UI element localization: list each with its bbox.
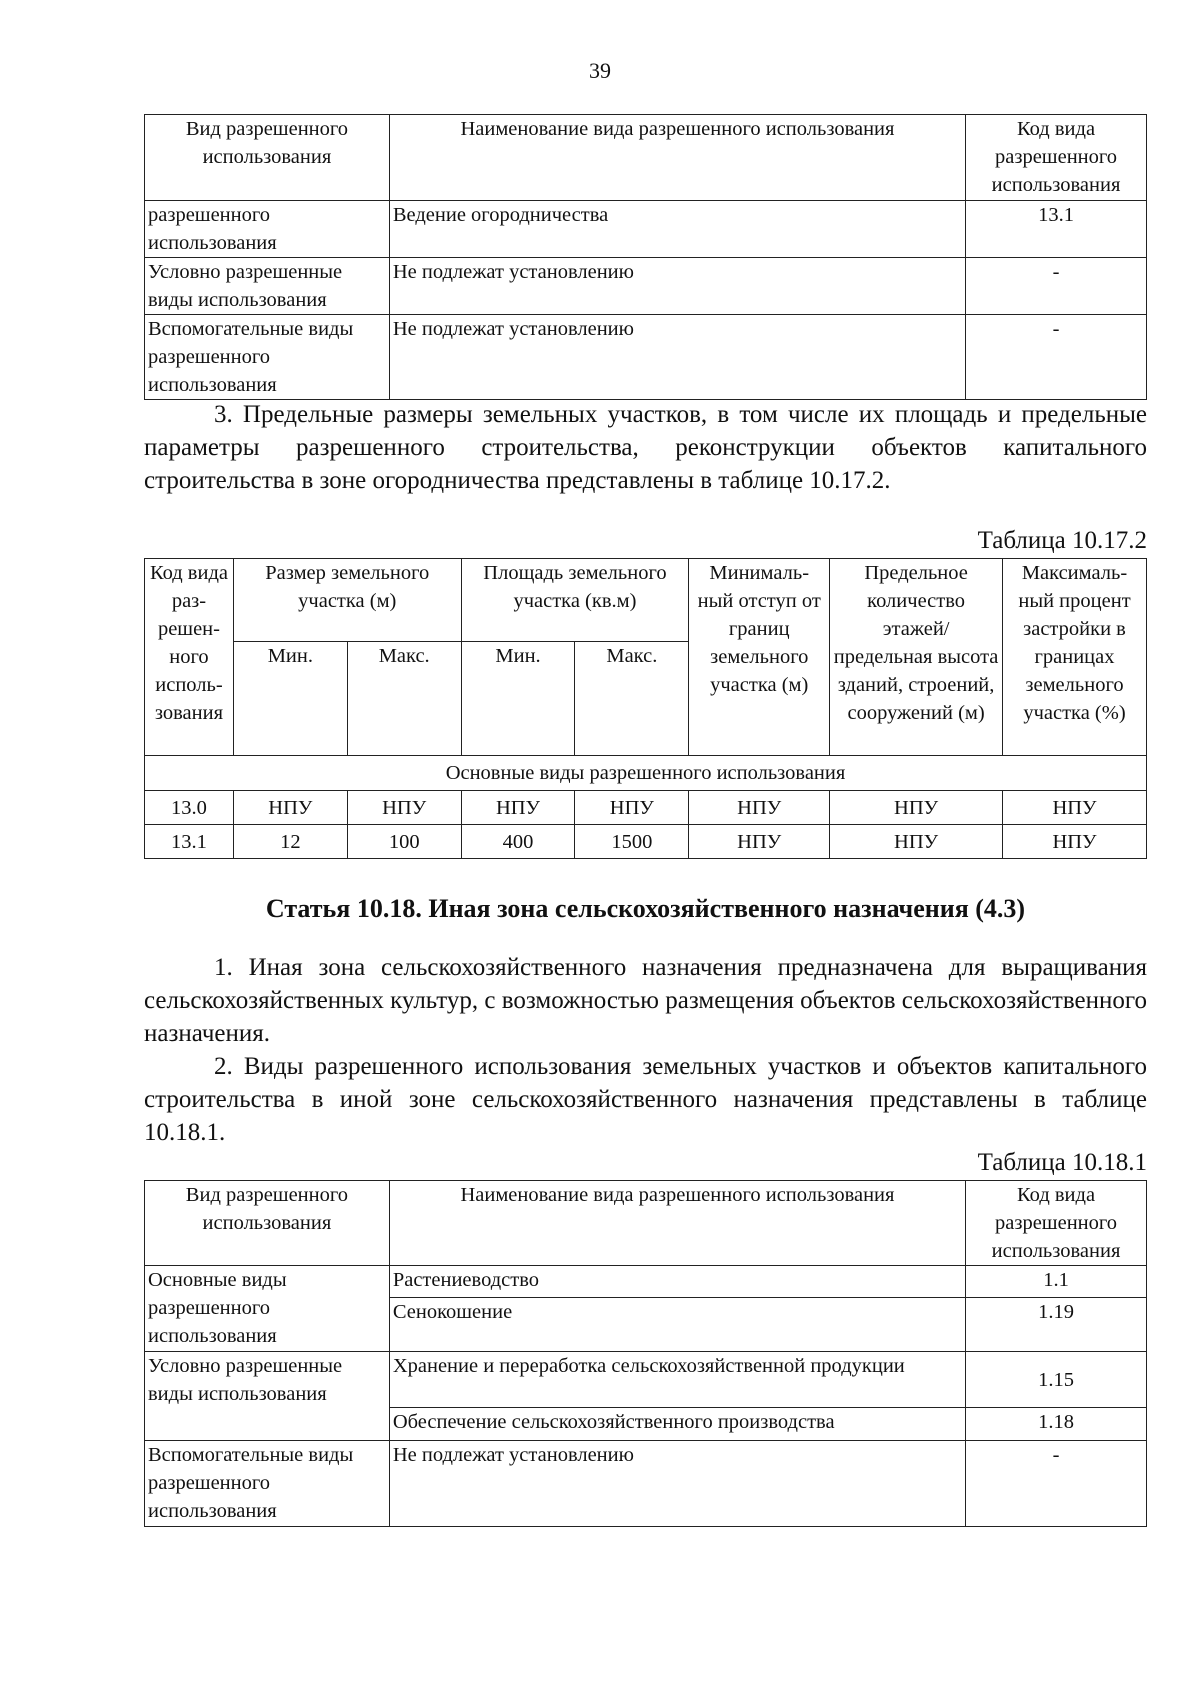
row-name: Сенокошение	[389, 1298, 965, 1352]
row-name: Обеспечение сельскохозяйственного производства	[389, 1408, 965, 1441]
header-name: Наименование вида разрешенного использования	[389, 1181, 965, 1266]
table-section-row	[145, 756, 1147, 791]
paragraph-3	[144, 398, 1147, 497]
cell: 12	[233, 825, 347, 859]
header-plot-area: Площадь земельного участка (кв.м)	[461, 559, 689, 642]
table-row	[145, 1352, 1147, 1408]
row-kind: Вспомогательные виды разрешенного использования	[145, 315, 390, 400]
header-area-min: Мин.	[461, 642, 575, 756]
header-plot-size: Размер земельного участка (м)	[233, 559, 461, 642]
table-row	[145, 791, 1147, 825]
cell: НПУ	[233, 791, 347, 825]
article-heading: Статья 10.18. Иная зона сельскохозяйственного назначения (4.3)	[265, 894, 1026, 923]
row-code: -	[966, 258, 1147, 315]
table-row	[145, 1266, 1147, 1298]
cell: НПУ	[830, 825, 1003, 859]
group-cond: Условно разрешенные виды использования	[145, 1352, 390, 1441]
row-code: 1.18	[966, 1408, 1147, 1441]
table-top	[144, 114, 1147, 400]
cell: НПУ	[830, 791, 1003, 825]
cell: НПУ	[1003, 791, 1147, 825]
row-kind: Условно разрешенные виды использования	[145, 258, 390, 315]
row-code: 1.1	[966, 1266, 1147, 1298]
section-label: Основные виды разрешенного использования	[145, 756, 1147, 791]
row-code: 1.19	[966, 1298, 1147, 1352]
row-name: Растениеводство	[389, 1266, 965, 1298]
table-header-row	[145, 1181, 1147, 1266]
cell: 100	[347, 825, 461, 859]
cell: 13.0	[145, 791, 234, 825]
paragraph-3-text: 3. Предельные размеры земельных участков, в том числе их площадь и предельные параметры разрешенного строительства, реконструкции объектов капитального строительства в зоне огородничества представлены в таблице 10.17.2.	[144, 401, 1147, 494]
header-code: Код вида разрешенного использования	[966, 115, 1147, 201]
row-kind: разрешенного использования	[145, 201, 390, 258]
cell: 13.1	[145, 825, 234, 859]
table-row	[145, 258, 1147, 315]
table-header-row	[145, 115, 1147, 201]
header-code: Код вида раз-решен-ного исполь-зования	[145, 559, 234, 756]
table-10-18-1	[144, 1180, 1147, 1527]
table-caption: Таблица 10.17.2	[977, 527, 1147, 554]
header-size-max: Макс.	[347, 642, 461, 756]
table-header-row	[145, 559, 1147, 642]
header-code: Код вида разрешенного использования	[966, 1181, 1147, 1266]
paragraph-1	[144, 951, 1147, 1050]
header-area-max: Макс.	[575, 642, 689, 756]
cell: 1500	[575, 825, 689, 859]
table-row	[145, 1441, 1147, 1527]
cell: НПУ	[347, 791, 461, 825]
row-code: -	[966, 315, 1147, 400]
table-row	[145, 201, 1147, 258]
row-name: Не подлежат установлению	[389, 258, 965, 315]
row-name: Ведение огородничества	[389, 201, 965, 258]
header-name: Наименование вида разрешенного использования	[389, 115, 965, 201]
row-code: -	[966, 1441, 1147, 1527]
cell: НПУ	[1003, 825, 1147, 859]
header-setback: Минималь-ный отступ от границ земельного участка (м)	[689, 559, 830, 756]
table-caption: Таблица 10.18.1	[977, 1149, 1147, 1176]
table-row	[145, 825, 1147, 859]
row-name: Хранение и переработка сельскохозяйственной продукции	[389, 1352, 965, 1408]
cell: НПУ	[689, 791, 830, 825]
paragraph-2	[144, 1050, 1147, 1149]
paragraph-2-text: 2. Виды разрешенного использования земельных участков и объектов капитального строительства в иной зоне сельскохозяйственного назначения представлены в таблице 10.18.1.	[144, 1053, 1147, 1146]
header-kind: Вид разрешенного использования	[145, 1181, 390, 1266]
header-floors: Предельное количество этажей/ предельная высота зданий, строений, сооружений (м)	[830, 559, 1003, 756]
table-10-17-2	[144, 558, 1147, 859]
header-size-min: Мин.	[233, 642, 347, 756]
group-aux: Вспомогательные виды разрешенного использования	[145, 1441, 390, 1527]
header-coverage: Максималь-ный процент застройки в границах земельного участка (%)	[1003, 559, 1147, 756]
header-kind: Вид разрешенного использования	[145, 115, 390, 201]
row-code: 13.1	[966, 201, 1147, 258]
page-number: 39	[589, 58, 611, 83]
row-name: Не подлежат установлению	[389, 315, 965, 400]
cell: НПУ	[689, 825, 830, 859]
group-main: Основные виды разрешенного использования	[145, 1266, 390, 1352]
cell: НПУ	[461, 791, 575, 825]
cell: 400	[461, 825, 575, 859]
row-name: Не подлежат установлению	[389, 1441, 965, 1527]
row-code: 1.15	[966, 1352, 1147, 1408]
paragraph-1-text: 1. Иная зона сельскохозяйственного назначения предназначена для выращивания сельскохозяйственных культур, с возможностью размещения объектов сельскохозяйственного назначения.	[144, 954, 1147, 1047]
table-row	[145, 315, 1147, 400]
cell: НПУ	[575, 791, 689, 825]
